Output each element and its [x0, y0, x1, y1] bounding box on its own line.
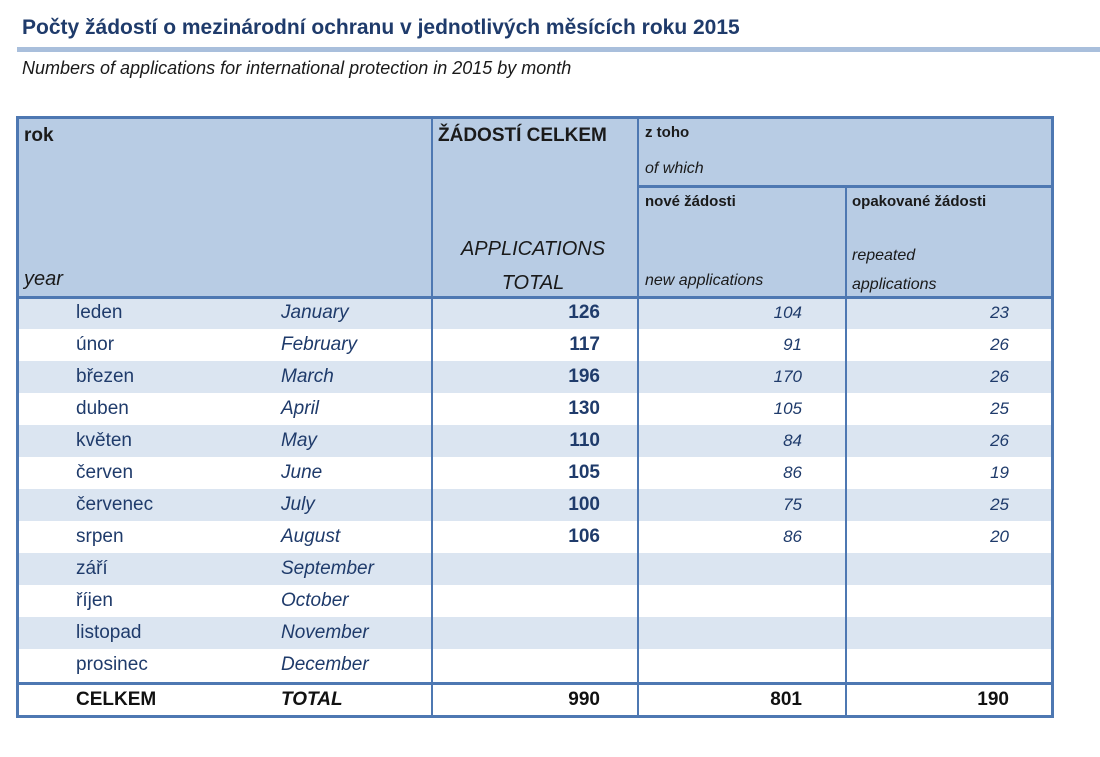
total-value: 196 — [568, 366, 600, 387]
month-en: March — [281, 366, 334, 387]
repeated-value: 26 — [990, 335, 1009, 354]
new-value: 86 — [783, 527, 802, 546]
month-cz: duben — [76, 398, 129, 419]
total-top-rule — [19, 682, 1051, 685]
page-title: Počty žádostí o mezinárodní ochranu v jednotlivých měsících roku 2015 — [22, 16, 740, 39]
header-repeated-line2: applications — [852, 276, 937, 293]
month-en: July — [281, 494, 315, 515]
header-bottom-rule — [19, 296, 1051, 299]
month-en: September — [281, 558, 374, 579]
total-label-cz: CELKEM — [76, 689, 157, 710]
month-en: December — [281, 654, 369, 675]
header-repeated-applications — [852, 241, 937, 299]
header-repeated-line1: repeated — [852, 247, 916, 264]
month-cz: červen — [76, 462, 134, 483]
column-divider — [431, 119, 433, 715]
new-value: 91 — [783, 335, 802, 354]
month-en: June — [281, 462, 323, 483]
month-cz: červenec — [76, 494, 154, 515]
column-divider — [637, 119, 639, 715]
new-value: 104 — [773, 303, 802, 322]
header-zadosti-celkem: ŽÁDOSTÍ CELKEM — [438, 125, 607, 146]
header-z-toho: z toho — [645, 124, 690, 141]
repeated-value: 26 — [990, 367, 1009, 386]
applications-table — [16, 116, 1054, 718]
new-value: 84 — [783, 431, 802, 450]
month-en: May — [281, 430, 317, 451]
header-new-applications: new applications — [645, 272, 764, 289]
total-value: 130 — [568, 398, 600, 419]
table-row — [19, 489, 1051, 521]
table-row — [19, 361, 1051, 393]
total-value: 100 — [568, 494, 600, 515]
table-row — [19, 617, 1051, 649]
month-en: August — [281, 526, 341, 547]
month-en: February — [281, 334, 358, 355]
grand-new-value: 801 — [770, 689, 802, 710]
total-value: 106 — [568, 526, 600, 547]
month-en: November — [281, 622, 369, 643]
header-rok: rok — [24, 125, 54, 146]
month-en: October — [281, 590, 349, 611]
total-value: 117 — [569, 334, 600, 355]
month-cz: srpen — [76, 526, 124, 547]
table-row — [19, 553, 1051, 585]
grand-total-value: 990 — [568, 689, 600, 710]
table-total-row — [19, 684, 1051, 715]
table-row — [19, 393, 1051, 425]
table-row — [19, 521, 1051, 553]
table-row — [19, 297, 1051, 329]
month-cz: říjen — [76, 590, 113, 611]
month-cz: listopad — [76, 622, 142, 643]
total-value: 105 — [568, 462, 600, 483]
new-value: 170 — [773, 367, 802, 386]
subheader-divider — [639, 185, 1054, 188]
table-row — [19, 457, 1051, 489]
month-en: January — [281, 302, 349, 323]
table-row — [19, 585, 1051, 617]
header-applications-line1: APPLICATIONS — [460, 238, 606, 260]
month-cz: únor — [76, 334, 115, 355]
header-applications-line2: TOTAL — [501, 272, 565, 294]
new-value: 105 — [773, 399, 802, 418]
table-row — [19, 329, 1051, 361]
month-cz: září — [76, 558, 108, 579]
total-value: 110 — [569, 430, 600, 451]
table-row — [19, 649, 1051, 681]
repeated-value: 26 — [990, 431, 1009, 450]
repeated-value: 23 — [990, 303, 1009, 322]
header-year: year — [24, 268, 63, 290]
repeated-value: 25 — [990, 399, 1009, 418]
month-en: April — [281, 398, 320, 419]
header-opakovane-zadosti: opakované žádosti — [852, 193, 987, 210]
column-divider — [845, 187, 847, 715]
total-value: 126 — [568, 302, 600, 323]
page-subtitle: Numbers of applications for international protection in 2015 by month — [22, 58, 572, 78]
new-value: 75 — [783, 495, 802, 514]
table-row — [19, 425, 1051, 457]
month-cz: květen — [76, 430, 132, 451]
header-applications-total — [433, 232, 633, 300]
month-cz: leden — [76, 302, 123, 323]
total-label-en: TOTAL — [281, 689, 343, 710]
repeated-value: 20 — [990, 527, 1009, 546]
grand-repeated-value: 190 — [977, 689, 1009, 710]
title-underline — [17, 47, 1100, 52]
month-cz: prosinec — [76, 654, 148, 675]
repeated-value: 25 — [990, 495, 1009, 514]
repeated-value: 19 — [990, 463, 1009, 482]
header-of-which: of which — [645, 160, 704, 177]
month-cz: březen — [76, 366, 135, 387]
new-value: 86 — [783, 463, 802, 482]
header-nove-zadosti: nové žádosti — [645, 193, 736, 210]
